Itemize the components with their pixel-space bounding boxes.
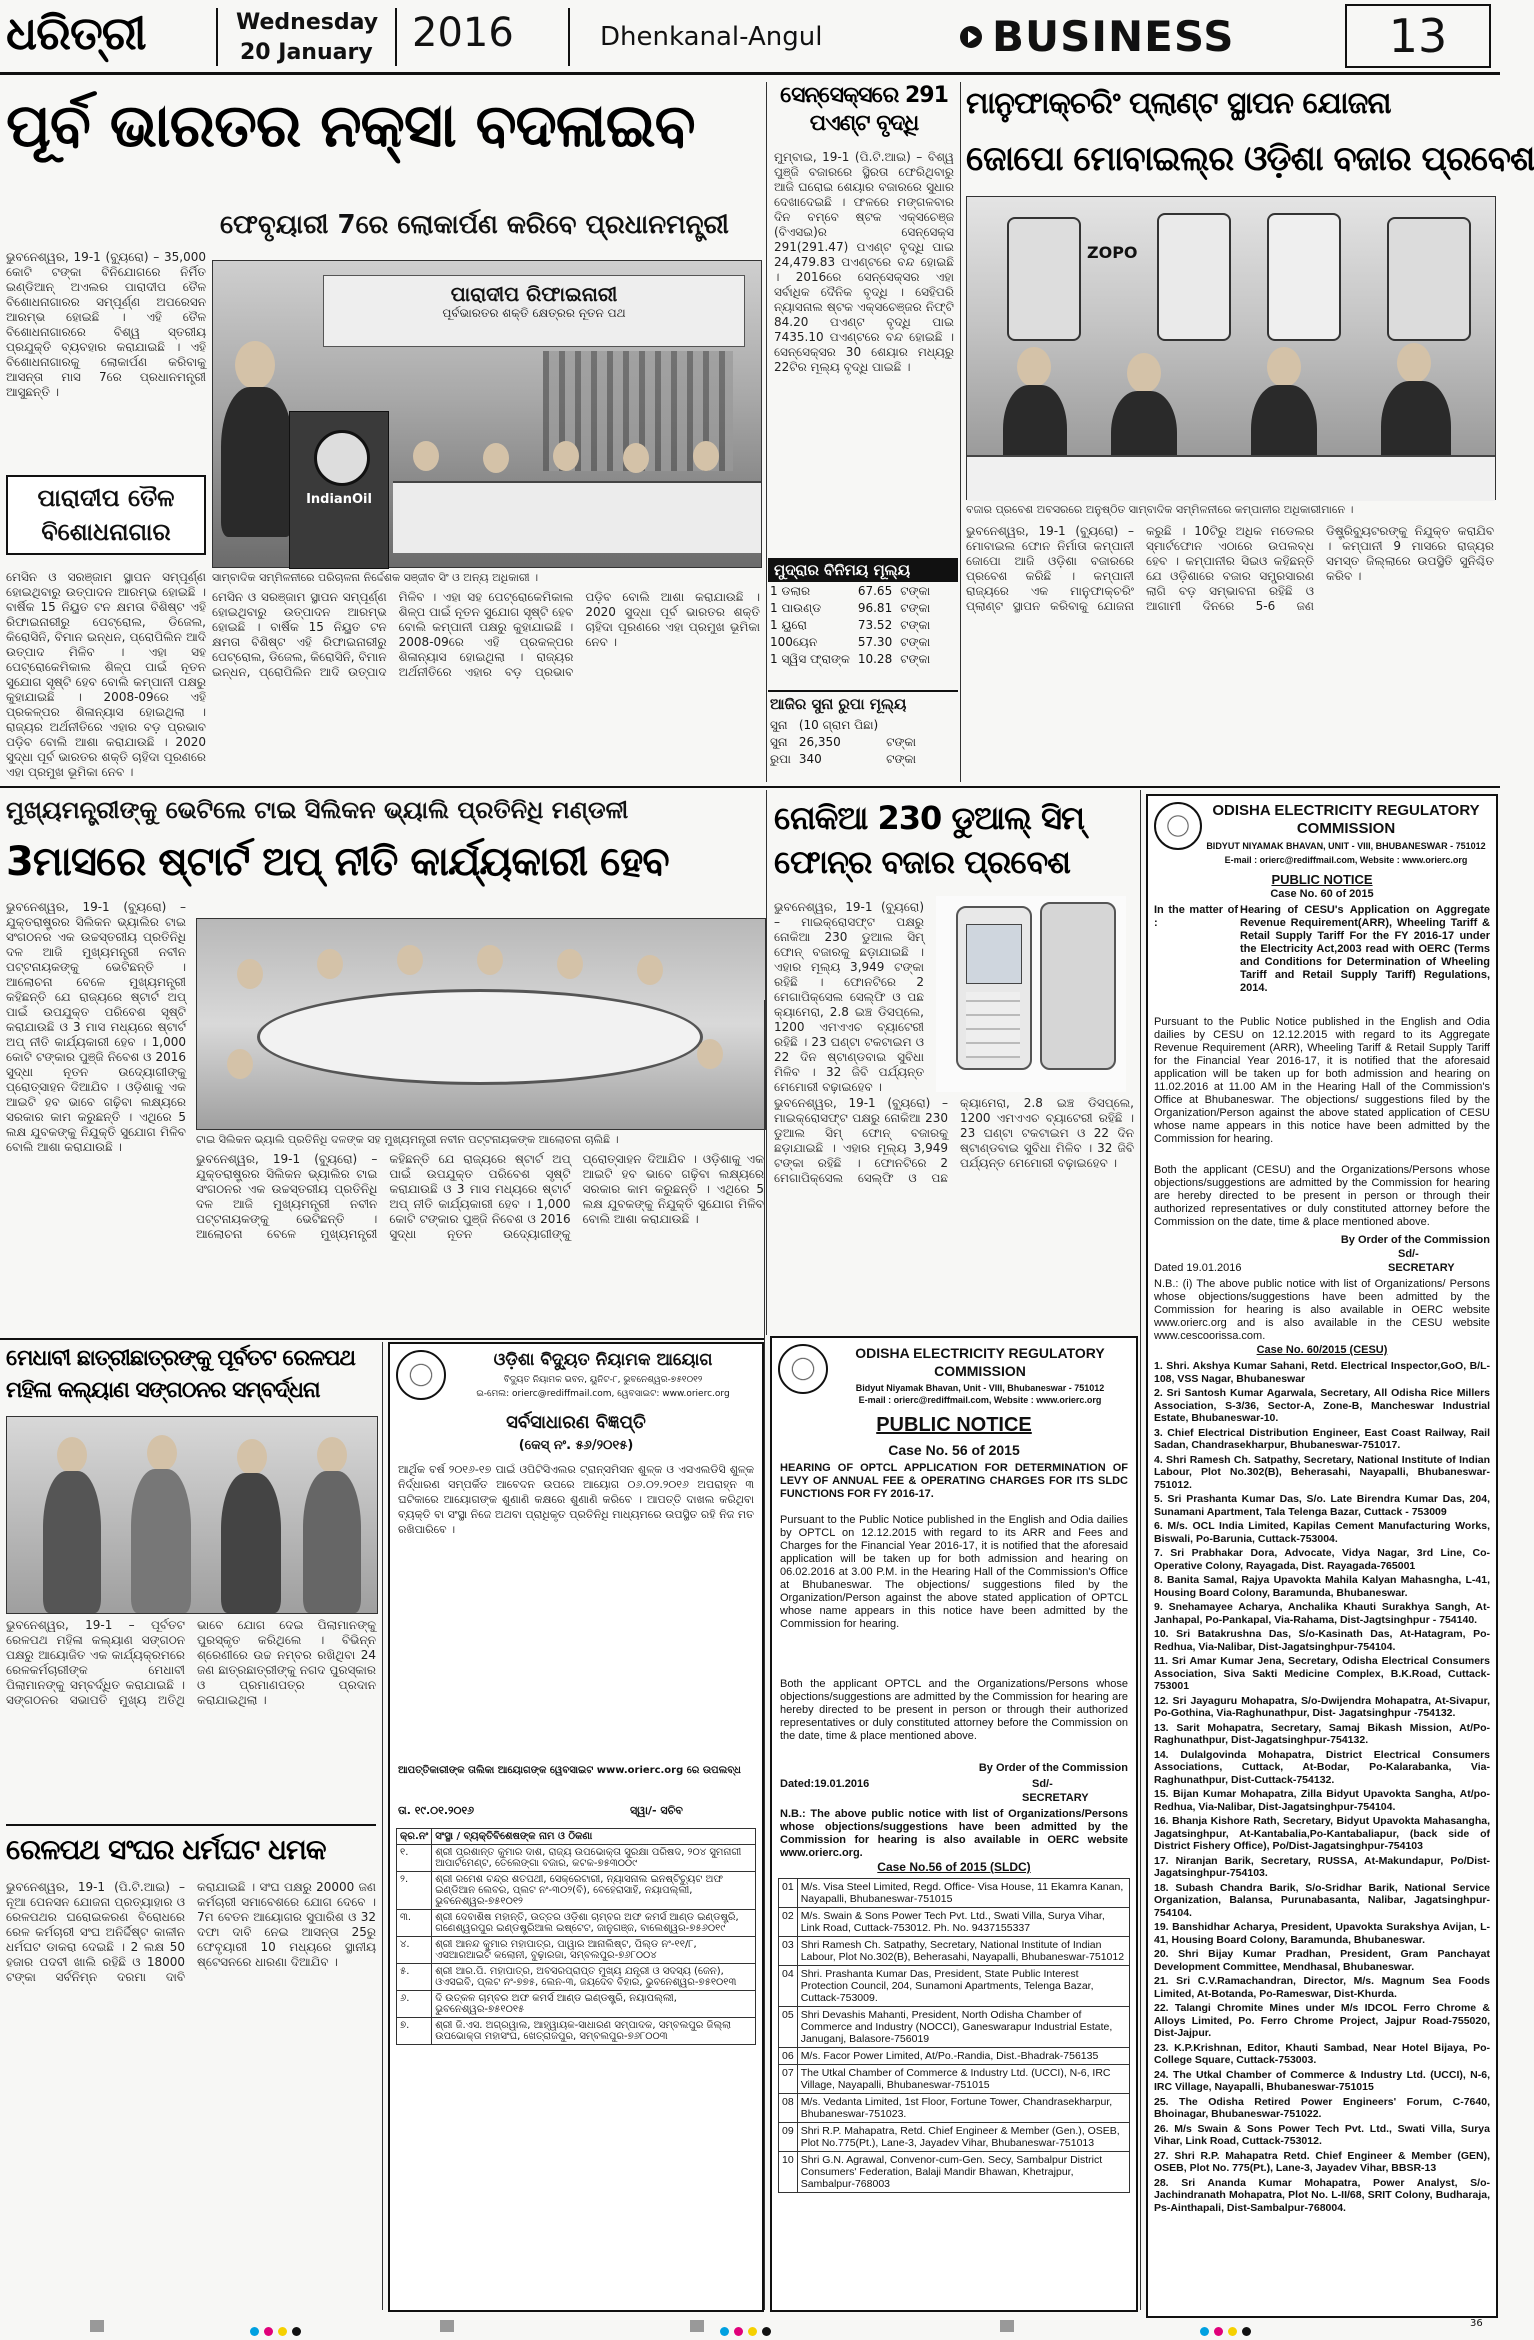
- delegate-head-6: [637, 955, 663, 985]
- story1-body: ମେସିନ ଓ ସରଞ୍ଜାମ ସ୍ଥାପନ ସମ୍ପୂର୍ଣ୍ଣ ହୋଇଥିବାରୁ ଉତ୍ପାଦନ ଆରମ୍ଭ ହୋଇଛି । ବାର୍ଷିକ 15 ନିୟୁତ ଟନ କ୍ଷମତା ବିଶିଷ୍ଟ ଏହି ରିଫାଇନାରୀରୁ ପେଟ୍ରୋଲ, ଡିଜେଲ, କିରୋସିନି, ବିମାନ ଇନ୍ଧନ, ପ୍ରୋପିଲିନ ଆଦି ଉତ୍ପାଦ ମିଳିବ । ଏହା ସହ ପେଟ୍ରୋକେମିକାଲ ଶିଳ୍ପ ପାଇଁ ନୂତନ ସୁଯୋଗ ସୃଷ୍ଟି ହେବ ବୋଲି କମ୍ପାନୀ ପକ୍ଷରୁ କୁହାଯାଇଛି । 2008-09ରେ ଏହି ପ୍ରକଳ୍ପର ଶିଳାନ୍ୟାସ ହୋଇଥିଲା । ରାଜ୍ୟର ଅର୍ଥନୀତିରେ ଏହାର ବଡ଼ ପ୍ରଭାବ ପଡ଼ିବ ବୋଲି ଆଶା କରାଯାଉଛି । 2020 ସୁଦ୍ଧା ପୂର୍ବ ଭାରତର ଶକ୍ତି ଚାହିଦା ପୂରଣରେ ଏହା ପ୍ରମୁଖ ଭୂମିକା ନେବ ।: [212, 590, 760, 679]
- reg-dot-m3: [1214, 2327, 1223, 2336]
- gold-row-cell: ସୁନା: [770, 735, 788, 749]
- oerc-mid-logo-icon: [778, 1344, 828, 1394]
- masthead-rule: [0, 72, 1500, 75]
- story1-headline: ପୂର୍ବ ଭାରତର ନକ୍ସା ବଦଳାଇବ: [6, 91, 695, 161]
- story4-body: ଭୁବନେଶ୍ୱର, 19-1 (ବ୍ୟୁରୋ) – ଯୁକ୍ତରାଷ୍ଟ୍ରର ସିଲିକନ ଭ୍ୟାଲିର ଟାଇ ସଂଗଠନର ଏକ ଉଚ୍ଚସ୍ତରୀୟ ପ୍ରତିନିଧି ଦଳ ଆଜି ମୁଖ୍ୟମନ୍ତ୍ରୀ ନବୀନ ପଟ୍ଟନାୟକଙ୍କୁ ଭେଟିଛନ୍ତି । ଆଲୋଚନା ବେଳେ ମୁଖ୍ୟମନ୍ତ୍ରୀ କହିଛନ୍ତି ଯେ ରାଜ୍ୟରେ ଷ୍ଟାର୍ଟ ଅପ୍ ପାଇଁ ଉପଯୁକ୍ତ ପରିବେଶ ସୃଷ୍ଟି କରାଯାଉଛି ଓ 3 ମାସ ମଧ୍ୟରେ ଷ୍ଟାର୍ଟ ଅପ୍ ନୀତି କାର୍ଯ୍ୟକାରୀ ହେବ । 1,000 କୋଟି ଟଙ୍କାର ପୁଞ୍ଜି ନିବେଶ ଓ 2016 ସୁଦ୍ଧା ନୂତନ ଉଦ୍ୟୋଗୀଙ୍କୁ ପ୍ରୋତ୍ସାହନ ଦିଆଯିବ । ଓଡ଼ିଶାକୁ ଏକ ଆଇଟି ହବ ଭାବେ ଗଢ଼ିବା ଲକ୍ଷ୍ୟରେ ସରକାର କାମ କରୁଛନ୍ତି । ଏଥିରେ 5 ଲକ୍ଷ ଯୁବକଙ୍କୁ ନିଯୁକ୍ତି ସୁଯୋଗ ମିଳିବ ବୋଲି ଆଶା କରାଯାଉଛି ।: [196, 1152, 764, 1241]
- reg-dot-k2: [762, 2327, 771, 2336]
- masthead-edition: Dhenkanal-Angul: [600, 22, 823, 52]
- currency-row-cell: ଟଙ୍କା: [900, 652, 931, 666]
- table-row-cell: ଶ୍ରୀ ଦେବାଶିଷ ମହାନ୍ତି, ଉତ୍ତର ଓଡ଼ିଶା ଚାମ୍ବର ଅଫ କମର୍ସ ଆଣ୍ଡ ଇଣ୍ଡଷ୍ଟ୍ରି, ଗଣେଶ୍ୱରପୁର ଇଣ୍ଡଷ୍ଟ୍ରିଆଲ ଇଷ୍ଟେଟ, ଜାନୁଗଞ୍ଜ, ବାଲେଶ୍ୱର-୭୫୬୦୧୯: [432, 1910, 756, 1937]
- notice-mid-address: Bidyut Niyamak Bhavan, Unit - VIII, Bhubaneswar - 751012: [855, 1383, 1105, 1393]
- reg-dot-y2: [748, 2327, 757, 2336]
- registration-dots-3: [1200, 2321, 1251, 2340]
- table-row-cell: 07: [779, 2065, 798, 2094]
- currency-row-cell: 10.28: [857, 652, 893, 666]
- presenter-head-4: [1397, 343, 1431, 383]
- currency-table: [768, 582, 938, 669]
- masthead-divider-2: [395, 8, 397, 66]
- gold-row: [770, 735, 922, 750]
- podium: [289, 411, 389, 569]
- currency-row-cell: 57.30: [857, 635, 893, 649]
- table-row-cell: 09: [779, 2123, 798, 2152]
- table-row-cell: ୨.: [397, 1872, 432, 1910]
- list-item: 13. Sarit Mohapatra, Secretary, Samaj Bikash Mission, At/Po-Raghunathpur, Dist-Jagatsinghpur-754132.: [1154, 1721, 1490, 1746]
- notice-right-para1: Pursuant to the Public Notice published in the English and Odia dailies by CESU on 12.12.2015 with regard to its Aggregate Revenue Requirement (ARR), Wheeling Tariff & Retail Supply Tariff for the Financial Year 2016-17, it is notified that the aforesaid application will be taken up for both admission and hearing on 11.02.2016 at 11.00 AM in the Hearing Hall of the Commission's Office at Bhubaneswar. The objections/ suggestions filed by the Organization/Person against the above stated application of CESU whose name appears in this notice have been admitted by the Commission for hearing.: [1154, 1016, 1490, 1145]
- honoree-2: [131, 1469, 191, 1613]
- currency-row-cell: 1 ସ୍ୱିସ ଫ୍ରାଙ୍କ: [770, 652, 850, 666]
- notice-right-address: BIDYUT NIYAMAK BHAVAN, UNIT - VIII, BHUBANESWAR - 751012: [1206, 841, 1486, 851]
- registration-bar-4: [1000, 2320, 1014, 2332]
- list-item: 7. Sri Prabhakar Dora, Advocate, Vidya Nagar, 3rd Line, Co-Operative Colony, Rayagada, Dist. Rayagada-765001: [1154, 1547, 1490, 1572]
- zopo-banner-phone-2: [1157, 213, 1231, 341]
- story7-body: ଭୁବନେଶ୍ୱର, 19-1 (ପି.ଟି.ଆଇ) – ନୂଆ ପେନସନ ଯୋଜନା ପ୍ରତ୍ୟାହାର ଓ ରେଳପଥର ଘରୋଇକରଣ ବିରୋଧରେ ରେଳ କର୍ମଚାରୀ ସଂଘ ଅନିର୍ଦ୍ଦିଷ୍ଟ କାଳୀନ ଧର୍ମଘଟ ଡାକରା ଦେଇଛି । 2 ଲକ୍ଷ 50 ହଜାର ପଦବୀ ଖାଲି ରହିଛି ଓ 18000 ଟଙ୍କା ସର୍ବନିମ୍ନ ଦରମା ଦାବି କରାଯାଇଛି । ସଂଘ ପକ୍ଷରୁ 20000 ଜଣ କର୍ମଚାରୀ ସମାବେଶରେ ଯୋଗ ଦେବେ । 7ମ ବେତନ ଆୟୋଗର ସୁପାରିଶ ଓ 32 ଦଫା ଦାବି ନେଇ ଆସନ୍ତା 25ରୁ ଫେବୃୟାରୀ 10 ମଧ୍ୟରେ ସ୍ଥାନୀୟ ଷ୍ଟେସନରେ ଧାରଣା ଦିଆଯିବ ।: [6, 1880, 376, 1984]
- presenter-head-2: [1127, 353, 1161, 393]
- notice-mid-nb: N.B.: The above public notice with list of Organizations/Persons whose objections/suggestions have been admitted by the Commission for hearing is also available in OERC website www.orierc.org.: [780, 1808, 1128, 1859]
- table-row: [397, 1991, 756, 2018]
- speaker-head: [235, 341, 275, 389]
- notice-mid-order: By Order of the Commission: [978, 1762, 1128, 1774]
- notice-right-list-title: Case No. 60/2015 (CESU): [1256, 1344, 1388, 1356]
- reg-dot-k1: [292, 2327, 301, 2336]
- notice-odia-org: ଓଡ଼ିଶା ବିଦ୍ୟୁତ ନିୟାମକ ଆୟୋଗ: [493, 1350, 713, 1370]
- table-row-cell: ଦି ଉତ୍କଳ ଚାମ୍ବର ଅଫ କମର୍ସ ଆଣ୍ଡ ଇଣ୍ଡଷ୍ଟ୍ରି, ନୟାପଲ୍ଲୀ, ଭୁବନେଶ୍ୱର-୭୫୧୦୧୫: [432, 1991, 756, 2018]
- nokia-phone-keypad: [966, 992, 1020, 1058]
- presenter-head-1: [1017, 347, 1051, 387]
- reg-dot-y3: [1228, 2327, 1237, 2336]
- currency-row-cell: ଟଙ୍କା: [900, 601, 931, 615]
- story1-boxed-label: ପାରାଦୀପ ତୈଳ ବିଶୋଧନାଗାର: [6, 475, 206, 555]
- table-row-cell: M/s. Visa Steel Limited, Regd. Office- Visa House, 11 Ekamra Kanan, Nayapalli, Bhubaneswar-751015: [797, 1879, 1129, 1908]
- masthead-year: 2016: [412, 10, 514, 56]
- story5-body-text: ଭୁବନେଶ୍ୱର, 19-1 (ବ୍ୟୁରୋ) – ମାଇକ୍ରୋସଫ୍ଟ ପକ୍ଷରୁ ନୋକିଆ 230 ଡୁଆଲ ସିମ୍ ଫୋନ୍ ବଜାରକୁ ଛଡ଼ାଯାଇଛି । ଏହାର ମୂଲ୍ୟ 3,949 ଟଙ୍କା ରହିଛି । ଫୋନଟିରେ 2 ମେଗାପିକ୍ସେଲ ସେଲ୍‌ଫି ଓ ପଛ କ୍ୟାମେରା, 2.8 ଇଞ୍ଚ ଡିସପ୍ଲେ, 1200 ଏମଏଏଚ ବ୍ୟାଟେରୀ ରହିଛି । 23 ଘଣ୍ଟା ଟକଟାଇମ ଓ 22 ଦିନ ଷ୍ଟାଣ୍ଡବାଇ ସୁବିଧା ମିଳିବ । 32 ଜିବି ପର୍ଯ୍ୟନ୍ତ ମେମୋରୀ ବଢ଼ାଇହେବ ।: [774, 900, 924, 1094]
- story1-subhead: ଫେବୃୟାରୀ 7ରେ ଲୋକାର୍ପଣ କରିବେ ପ୍ରଧାନମନ୍ତ୍ରୀ: [220, 210, 729, 240]
- masthead: [0, 0, 1500, 72]
- table-row: [397, 1845, 756, 1872]
- col-rule-1: [766, 82, 767, 782]
- masthead-logo: ଧରିତ୍ରୀ: [6, 6, 146, 60]
- notice-right-order: By Order of the Commission: [1340, 1234, 1490, 1246]
- story1-banner-sub: ପୂର୍ବଭାରତର ଶକ୍ତି କ୍ଷେତ୍ରର ନୂତନ ପଥ: [442, 306, 626, 320]
- list-item: 1. Shri. Akshya Kumar Sahani, Retd. Electrical Inspector,GoO, B/L-108, VSS Nagar, Bhubaneswar: [1154, 1360, 1490, 1385]
- story3-headline-top: ମାନୁଫାକ୍ଚରିଂ ପ୍ଲାଣ୍ଟ ସ୍ଥାପନ ଯୋଜନା: [966, 86, 1391, 121]
- notice-mid: [770, 1336, 1138, 2312]
- notice-mid-case: Case No. 56 of 2015: [888, 1442, 1020, 1458]
- table-row-cell: 01: [779, 1879, 798, 1908]
- reg-dot-m2: [734, 2327, 743, 2336]
- reg-dot-y1: [278, 2327, 287, 2336]
- masthead-divider: [216, 8, 218, 66]
- table-row: [779, 1908, 1130, 1937]
- currency-box: [768, 558, 958, 666]
- presentation-table: [967, 455, 1495, 501]
- notice-right-org: ODISHA ELECTRICITY REGULATORY COMMISSION: [1212, 802, 1480, 837]
- currency-row: [770, 584, 936, 599]
- list-item: 3. Chief Electrical Distribution Engineer, East Coast Railway, Rail Sadan, Chandrasekharpur, Bhubaneswar-751017.: [1154, 1426, 1490, 1451]
- gold-row-cell: 340: [798, 752, 822, 766]
- story5-body: ଭୁବନେଶ୍ୱର, 19-1 (ବ୍ୟୁରୋ) – ମାଇକ୍ରୋସଫ୍ଟ ପକ୍ଷରୁ ନୋକିଆ 230 ଡୁଆଲ ସିମ୍ ଫୋନ୍ ବଜାରକୁ ଛଡ଼ାଯାଇଛି । ଏହାର ମୂଲ୍ୟ 3,949 ଟଙ୍କା ରହିଛି । ଫୋନଟିରେ 2 ମେଗାପିକ୍ସେଲ ସେଲ୍‌ଫି ଓ ପଛ କ୍ୟାମେରା, 2.8 ଇଞ୍ଚ ଡିସପ୍ଲେ, 1200 ଏମଏଏଚ ବ୍ୟାଟେରୀ ରହିଛି । 23 ଘଣ୍ଟା ଟକଟାଇମ ଓ 22 ଦିନ ଷ୍ଟାଣ୍ଡବାଇ ସୁବିଧା ମିଳିବ । 32 ଜିବି ପର୍ଯ୍ୟନ୍ତ ମେମୋରୀ ବଢ଼ାଇହେବ ।: [774, 1096, 1134, 1185]
- list-item: 14. Dulalgovinda Mohapatra, District Electrical Consumers Associations, Cuttack, At-Bodar, Po-Kalarabanka, Via-Raghunathpur, Dist-Cuttack-754132.: [1154, 1748, 1490, 1786]
- notice-odia-case: (କେସ୍ ନଂ. ୫୬/୨୦୧୫): [518, 1438, 634, 1453]
- table-row-cell: Shri. Prashanta Kumar Das, President, State Public Interest Protection Council, 204, Sunamoni Apartments, Telenga Bazar, Cuttack-753009.: [797, 1966, 1129, 2007]
- honoree-head-2: [147, 1435, 177, 1471]
- table-row-cell: M/s. Facor Power Limited, At/Po.-Randia, Dist.-Bhadrak-756135: [797, 2048, 1129, 2065]
- notice-odia-web: ଇ-ମେଲ: orierc@rediffmail.com, ୱେବସାଇଟ: www.orierc.org: [476, 1389, 730, 1399]
- list-item: 4. Shri Ramesh Ch. Satpathy, Secretary, National Institute of Indian Labour, Plot No.302(B), Beherasahi, Nayapalli, Bhubaneswar-751012.: [1154, 1453, 1490, 1491]
- story6-photo: [6, 1416, 378, 1614]
- notice-odia-title: ସର୍ବସାଧାରଣ ବିଜ୍ଞପ୍ତି: [506, 1412, 646, 1433]
- gold-row-cell: ଟଙ୍କା: [886, 735, 916, 749]
- notice-right: [1146, 794, 1498, 2318]
- gold-title: ଆଜିର ସୁନା ରୁପା ମୂଲ୍ୟ: [770, 695, 907, 713]
- table-header-row: [397, 1829, 756, 1845]
- reg-dot-k3: [1242, 2327, 1251, 2336]
- notice-mid-para2: Both the applicant OPTCL and the Organizations/Persons whose objections/suggestions are admitted by the Commission for hearing are hereby directed to be present in person or through their authorized representatives or duly constituted attorney before the Commission on the date, time & place mentioned above.: [780, 1678, 1128, 1742]
- list-item: 16. Bhanja Kishore Rath, Secretary, Bidyut Upavokta Mahasangha, Jagatsinghpur, At-Kantabalia,Po-Kantabaliapur, (back side of District Fishery Office), Po/Dist-Jagatsinghpur-754103: [1154, 1815, 1490, 1852]
- table-row-cell: ୩.: [397, 1910, 432, 1937]
- list-item: 20. Shri Bijay Kumar Pradhan, President, Gram Panchayat Development Committee, Mendhasal, Bhubaneswar.: [1154, 1948, 1490, 1973]
- story3-caption: ବଜାର ପ୍ରବେଶ ଅବସରରେ ଅନୁଷ୍ଠିତ ସାମ୍ବାଦିକ ସମ୍ମିଳନୀରେ କମ୍ପାନୀର ଅଧିକାରୀମାନେ ।: [966, 503, 1354, 516]
- notice-right-sd: Sd/-: [1398, 1248, 1419, 1260]
- list-item: 17. Niranjan Barik, Secretary, RUSSA, At-Makundapur, Po/Dist-Jagatsinghpur-754103.: [1154, 1854, 1490, 1879]
- table-row-cell: 06: [779, 2048, 798, 2065]
- story4-caption: ଟାଇ ସିଲିକନ ଭ୍ୟାଲି ପ୍ରତିନିଧି ଦଳଙ୍କ ସହ ମୁଖ୍ୟମନ୍ତ୍ରୀ ନବୀନ ପଟ୍ଟନାୟକଙ୍କ ଆଲୋଚନା ଚାଲିଛି ।: [196, 1133, 619, 1146]
- notice-mid-secretary: SECRETARY: [1022, 1792, 1089, 1804]
- nokia-phone-image: [936, 896, 1126, 1092]
- list-item: 19. Banshidhar Acharya, President, Upavokta Surakshya Avijan, L-41, Housing Board Colony, Baramunda, Bhubaneswar.: [1154, 1921, 1490, 1946]
- notice-odia-address: ବିଦ୍ୟୁତ ନିୟାମକ ଭବନ, ୟୁନିଟ-୮, ଭୁବନେଶ୍ୱର-୭୫୧୦୧୨: [503, 1375, 703, 1385]
- nokia-phone-front: [956, 906, 1032, 1070]
- delegate-head-2: [317, 949, 343, 979]
- table-row-cell: ୪.: [397, 1937, 432, 1964]
- story4-photo: [196, 918, 766, 1130]
- story5-body-left: [774, 900, 924, 1094]
- story7-headline: ରେଳପଥ ସଂଘର ଧର୍ମଘଟ ଧମକ: [6, 1833, 326, 1866]
- currency-row-cell: ଟଙ୍କା: [900, 584, 931, 598]
- list-item: 10. Sri Batakrushna Das, S/o-Kasinath Das, At-Hatagram, Po-Redhua, Via-Nalibar, Dist-Jagatsinghpur-754104.: [1154, 1628, 1490, 1653]
- list-item: 27. Shri R.P. Mahapatra Retd. Chief Engineer & Member (GEN), OSEB, Plot No. 775(Pt.), Lane-3, Jayadev Vihar, BBSR-13: [1154, 2149, 1490, 2174]
- table-row: [779, 2123, 1130, 2152]
- table-row-cell: 03: [779, 1937, 798, 1966]
- panelist-head-2: [483, 443, 509, 473]
- notice-mid-list-title: Case No.56 of 2015 (SLDC): [877, 1860, 1031, 1874]
- story4-headline: 3ମାସରେ ଷ୍ଟାର୍ଟ ଅପ୍ ନୀତି କାର୍ଯ୍ୟକାରୀ ହେବ: [6, 839, 669, 885]
- currency-row-cell: 1 ୟୁରୋ: [770, 618, 807, 632]
- currency-row: [770, 652, 936, 667]
- list-item: 9. Snehamayee Acharya, Anchalika Khauti Surakhya Sangh, At-Janhapal, Po-Pankapal, Via-Rahama, Dist-Jagtsinghpur - 754140.: [1154, 1601, 1490, 1626]
- table-row-cell: M/s. Vedanta Limited, 1st Floor, Fortune Tower, Chandrasekharpur, Bhubaneswar-751023.: [797, 2094, 1129, 2123]
- story4-body-text: ଭୁବନେଶ୍ୱର, 19-1 (ବ୍ୟୁରୋ) – ଯୁକ୍ତରାଷ୍ଟ୍ରର ସିଲିକନ ଭ୍ୟାଲିର ଟାଇ ସଂଗଠନର ଏକ ଉଚ୍ଚସ୍ତରୀୟ ପ୍ରତିନିଧି ଦଳ ଆଜି ମୁଖ୍ୟମନ୍ତ୍ରୀ ନବୀନ ପଟ୍ଟନାୟକଙ୍କୁ ଭେଟିଛନ୍ତି । ଆଲୋଚନା ବେଳେ ମୁଖ୍ୟମନ୍ତ୍ରୀ କହିଛନ୍ତି ଯେ ରାଜ୍ୟରେ ଷ୍ଟାର୍ଟ ଅପ୍ ପାଇଁ ଉପଯୁକ୍ତ ପରିବେଶ ସୃଷ୍ଟି କରାଯାଉଛି ଓ 3 ମାସ ମଧ୍ୟରେ ଷ୍ଟାର୍ଟ ଅପ୍ ନୀତି କାର୍ଯ୍ୟକାରୀ ହେବ । 1,000 କୋଟି ଟଙ୍କାର ପୁଞ୍ଜି ନିବେଶ ଓ 2016 ସୁଦ୍ଧା ନୂତନ ଉଦ୍ୟୋଗୀଙ୍କୁ ପ୍ରୋତ୍ସାହନ ଦିଆଯିବ । ଓଡ଼ିଶାକୁ ଏକ ଆଇଟି ହବ ଭାବେ ଗଢ଼ିବା ଲକ୍ଷ୍ୟରେ ସରକାର କାମ କରୁଛନ୍ତି । ଏଥିରେ 5 ଲକ୍ଷ ଯୁବକଙ୍କୁ ନିଯୁକ୍ତି ସୁଯୋଗ ମିଳିବ ବୋଲି ଆଶା କରାଯାଉଛି ।: [6, 900, 186, 1154]
- table-row: [397, 1964, 756, 1991]
- notice-right-web: E-mail : orierc@rediffmail.com, Website : www.orierc.org: [1224, 855, 1468, 865]
- story5-headline: ନୋକିଆ 230 ଡୁଆଲ୍ ସିମ୍ ଫୋନ୍‌ର ବଜାର ପ୍ରବେଶ: [774, 799, 1084, 881]
- indianoil-logo-icon: [314, 430, 370, 486]
- footer-strip: [0, 2318, 1500, 2335]
- registration-dots-2: [720, 2321, 771, 2340]
- panelist-head-3: [553, 441, 579, 471]
- honoree-head-3: [237, 1439, 267, 1475]
- oerc-odia-logo-icon: [396, 1350, 446, 1400]
- zopo-brand: ZOPO: [1087, 243, 1138, 262]
- story1-photo: [212, 260, 762, 568]
- list-item: 21. Sri C.V.Ramachandran, Director, M/s. Magnum Sea Foods Limited, At-Botanda, Po-Rameswar, Dist-Khurda.: [1154, 1975, 1490, 2000]
- col-rule-2: [960, 82, 961, 782]
- registration-bar-3: [690, 2320, 704, 2332]
- table-row-cell: M/s. Swain & Sons Power Tech Pvt. Ltd., Swati Villa, Surya Vihar, Link Road, Cuttack-753012. Ph. No. 9437155337: [797, 1908, 1129, 1937]
- notice-mid-sd: Sd/-: [1032, 1778, 1053, 1790]
- table-row-cell: ୫.: [397, 1964, 432, 1991]
- table-row: [397, 1937, 756, 1964]
- gold-row-cell: ସୁନା: [770, 718, 788, 732]
- podium-text: IndianOil: [306, 492, 372, 507]
- currency-row-cell: ଟଙ୍କା: [900, 618, 931, 632]
- honoree-head-1: [57, 1437, 87, 1473]
- story1-banner-text: ପାରାଦୀପ ରିଫାଇନାରୀ: [450, 282, 618, 306]
- notice-right-para2: Both the applicant (CESU) and the Organizations/Persons whose objections/suggestions are admitted by the Commission for hearing are hereby directed to be present in person or through their authorized representatives or duly constituted attorney before the Commission on the date, time & place mentioned above.: [1154, 1164, 1490, 1228]
- notice-odia-table: [396, 1828, 756, 2045]
- registration-bar-2: [440, 2320, 454, 2332]
- notice-odia-footer: ଆପତ୍ତିକାରୀଙ୍କ ତାଲିକା ଆୟୋଗଙ୍କ ୱେବସାଇଟ www.orierc.org ରେ ଉପଲବ୍ଧ: [398, 1765, 741, 1776]
- list-item: 18. Subash Chandra Barik, S/o-Sridhar Barik, National Service Organization, Balansa, Purunabasanta, Nalibar, Jagatsinghpur-754104.: [1154, 1881, 1490, 1919]
- list-item: 5. Sri Prashanta Kumar Das, S/o. Late Birendra Kumar Das, 204, Sunamani Apartment, Tala Telenga Bazar, Cuttack - 753009: [1154, 1493, 1490, 1518]
- table-row-cell: 02: [779, 1908, 798, 1937]
- notice-right-nb: N.B.: (i) The above public notice with list of Organizations/ Persons whose objections/suggestions have been admitted by the Commission for hearing is also available in OERC website www.orierc.org and is also available in the CESU website www.cescoorissa.com.: [1154, 1278, 1490, 1342]
- presenter-head-3: [1267, 347, 1301, 387]
- gold-row: [770, 752, 922, 767]
- gold-table: [768, 716, 924, 769]
- section-rule-1: [0, 786, 1500, 788]
- notice-mid-table: [778, 1878, 1130, 2193]
- currency-row-cell: 1 ଡଲାର: [770, 584, 811, 598]
- col-rule-3: [766, 790, 767, 1335]
- table-row-cell: The Utkal Chamber of Commerce & Industry Ltd. (UCCI), N-6, IRC Village, Nayapalli, Bhubaneswar-751015: [797, 2065, 1129, 2094]
- oerc-logo-icon: [1154, 802, 1202, 850]
- gold-row-cell: ଟଙ୍କା: [886, 752, 916, 766]
- table-row-cell: Shri G.N. Agrawal, Convenor-cum-Gen. Secy, Sambalpur District Consumers' Federation, Balaji Mandir Bhawan, Khetrajpur, Sambalpur-768003: [797, 2152, 1129, 2193]
- notice-mid-web: E-mail : orierc@rediffmail.com, Website : www.orierc.org: [858, 1395, 1102, 1405]
- story1-banner: [323, 275, 745, 347]
- table-header-cell: ସଂସ୍ଥା / ବ୍ୟକ୍ତିବିଶେଷଙ୍କ ନାମ ଓ ଠିକଣା: [432, 1829, 756, 1845]
- gold-box: [768, 690, 958, 782]
- table-row-cell: ୬.: [397, 1991, 432, 2018]
- honoree-1: [43, 1471, 101, 1613]
- story3-photo: [966, 196, 1496, 500]
- currency-title: ମୁଦ୍ରାର ବିନିମୟ ମୂଲ୍ୟ: [768, 558, 958, 582]
- delegate-head-1: [237, 959, 263, 989]
- list-item: 11. Sri Amar Kumar Jena, Secretary, Odisha Electrical Consumers Association, Siva Sakti Medicine Complex, B.K.Road, Cuttack-753001: [1154, 1655, 1490, 1692]
- story1-caption: ସାମ୍ବାଦିକ ସମ୍ମିଳନୀରେ ପରିଚାଳନା ନିର୍ଦ୍ଦେଶକ ସଞ୍ଜୀବ ସିଂ ଓ ଅନ୍ୟ ଅଧିକାରୀ ।: [212, 571, 539, 584]
- list-item: 26. M/s Swain & Sons Power Tech Pvt. Ltd., Swati Villa, Surya Vihar, Link Road, Cuttack-753012.: [1154, 2122, 1490, 2147]
- notice-mid-table-wrap: [778, 1878, 1130, 2193]
- table-row-cell: 04: [779, 1966, 798, 2007]
- table-row-cell: ଶ୍ରୀ ପ୍ରଶାନ୍ତ କୁମାର ଦାଶ, ରାଜ୍ୟ ଉପଭୋକ୍ତା ସୁରକ୍ଷା ପରିଷଦ, ୨୦୪ ସୁମନାଗୀ ଆପାର୍ଟମେଣ୍ଟ, ତେଲେଙ୍ଗା ବଜାର, କଟକ-୭୫୩୦୦୯: [432, 1845, 756, 1872]
- list-item: 15. Bijan Kumar Mohapatra, Zilla Bidyut Upavokta Sangha, At/po-Redhua, Via-Nalibar, Dist-Jagatsinghpur-754104.: [1154, 1788, 1490, 1813]
- table-row: [779, 2152, 1130, 2193]
- story2-body: ମୁମ୍ବାଇ, 19-1 (ପି.ଟି.ଆଇ) – ବିଶ୍ୱ ପୁଞ୍ଜି ବଜାରରେ ସ୍ଥିରତା ଫେରିଥିବାରୁ ଆଜି ଘରୋଇ ଶେୟାର ବଜାରରେ ସୁଧାର ଦେଖାଦେଇଛି । ଫଳରେ ମଙ୍ଗଳବାର ଦିନ ବମ୍ବେ ଷ୍ଟକ ଏକ୍ସଚେଞ୍ଜ (ବିଏସଇ)ର ସେନ୍‌ସେକ୍ସ 291(291.47) ପଏଣ୍ଟ ବୃଦ୍ଧି ପାଇ 24,479.83 ପଏଣ୍ଟରେ ବନ୍ଦ ହୋଇଛି । 2016ରେ ସେନ୍‌ସେକ୍ସର ଏହା ସର୍ବାଧିକ ଦୈନିକ ବୃଦ୍ଧି । ସେହିପରି ନ୍ୟାସନାଲ ଷ୍ଟକ ଏକ୍ସଚେଞ୍ଜର ନିଫ୍ଟି 84.20 ପଏଣ୍ଟ ବୃଦ୍ଧି ପାଇ 7435.10 ପଏଣ୍ଟରେ ବନ୍ଦ ହୋଇଛି । ସେନ୍‌ସେକ୍ସର 30 ଶେୟାର ମଧ୍ୟରୁ 22ଟିର ମୂଲ୍ୟ ବୃଦ୍ଧି ପାଇଛି ।: [774, 150, 954, 374]
- gold-row-cell: 26,350: [798, 735, 841, 749]
- list-item: 28. Sri Ananda Kumar Mohapatra, Power Analyst, S/o-Jachindranath Mohapatra, Plot No. L-II/68, SRIT Colony, Budharaja, Ps-Ainthapali, Dist-Sambalpur-768004.: [1154, 2176, 1490, 2214]
- list-item: 23. K.P.Krishnan, Editor, Khauti Sambad, Near Hotel Bijaya, Po-College Square, Cuttack-753003.: [1154, 2041, 1490, 2066]
- table-row-cell: 08: [779, 2094, 798, 2123]
- notice-right-list: [1154, 1360, 1490, 2216]
- list-item: 24. The Utkal Chamber of Commerce & Industry Ltd. (UCCI), N-6, IRC Village, Nayapalli, Bhubaneswar-751015: [1154, 2068, 1490, 2093]
- footer-page-code: 36: [1470, 2318, 1483, 2329]
- table-row: [397, 1872, 756, 1910]
- section-rule-2: [0, 1338, 764, 1340]
- honoree-4: [303, 1471, 361, 1613]
- currency-row: [770, 635, 936, 650]
- panelist-head-5: [693, 441, 719, 471]
- notice-right-dated: Dated 19.01.2016: [1154, 1262, 1242, 1274]
- zopo-banner-phone-3: [1267, 213, 1341, 341]
- table-row-cell: ଶ୍ରୀ ଜି.ଏସ. ଅଗ୍ରୱାଲ, ଆହ୍ୱାୟକ-ସାଧାରଣ ସମ୍ପାଦକ, ସମ୍ବଲପୁର ଜିଲ୍ଲା ଉପଭୋକ୍ତା ମହାସଂଘ, ଖେତ୍ରାଜପୁର, ସମ୍ବଲପୁର-୭୬୮୦୦୩: [432, 2018, 756, 2045]
- page-number: 13: [1345, 4, 1491, 68]
- notice-right-secretary: SECRETARY: [1388, 1262, 1455, 1274]
- delegate-head-7: [697, 1039, 723, 1069]
- table-row: [779, 2048, 1130, 2065]
- table-row: [779, 1966, 1130, 2007]
- currency-row-cell: 100ୟେନ: [770, 635, 818, 649]
- reg-dot-c3: [1200, 2327, 1209, 2336]
- notice-mid-para1: Pursuant to the Public Notice published in the English and Odia dailies by OPTCL on 12.12.2015 with regard to its ARR and Fees and Charges for the Financial Year 2016-17, it is notified that the aforesaid application will be taken up for both admission and hearing on 06.02.2016 at 3.00 P.M. in the Hearing Hall of the Commission's Office at Bhubaneswar. The objections/ suggestions filed by the Organization/Person against the above stated application of OPTCL whose name appears in this notice have been admitted by the Commission for hearing.: [780, 1514, 1128, 1630]
- notice-right-case: Case No. 60 of 2015: [1270, 888, 1374, 900]
- table-row: [779, 2007, 1130, 2048]
- gold-row-cell: ରୁପା: [770, 752, 791, 766]
- reg-dot-c1: [250, 2327, 259, 2336]
- story4-headline-top: ମୁଖ୍ୟମନ୍ତ୍ରୀଙ୍କୁ ଭେଟିଲେ ଟାଇ ସିଲିକନ ଭ୍ୟାଲି ପ୍ରତିନିଧି ମଣ୍ଡଳୀ: [6, 796, 629, 824]
- gold-row: [770, 718, 922, 733]
- panelist-head-4: [623, 443, 649, 473]
- gold-row-cell: (10 ଗ୍ରାମ ପିଛା): [798, 718, 879, 732]
- table-row: [397, 1910, 756, 1937]
- table-row: [397, 2018, 756, 2045]
- registration-bar-1: [90, 2320, 104, 2332]
- table-row-cell: ୧.: [397, 1845, 432, 1872]
- table-row: [779, 1879, 1130, 1908]
- masthead-date: 20 January: [240, 40, 373, 65]
- table-row-cell: 05: [779, 2007, 798, 2048]
- table-row: [779, 2065, 1130, 2094]
- panelist-head-1: [413, 441, 439, 471]
- table-row-cell: ଶ୍ରୀ ରମେଶ ଚନ୍ଦ୍ର ଶତପଥୀ, ସେକ୍ରେଟାରୀ, ନ୍ୟାସନାଲ ଇନଷ୍ଟିଚ୍ୟୁଟ ଅଫ ଇଣ୍ଡିଆନ ଲେବର, ପ୍ଲଟ ନଂ-୩୦୨(ବି), ବେହେରାସାହି, ନୟାପଲ୍ଲୀ, ଭୁବନେଶ୍ୱର-୭୫୧୦୧୨: [432, 1872, 756, 1910]
- table-row: [779, 2094, 1130, 2123]
- table-row-cell: Shri Ramesh Ch. Satpathy, Secretary, National Institute of Indian Labour, Plot No.302(B), Beherasahi, Nayapalli, Bhubaneswar-751012: [797, 1937, 1129, 1966]
- story6-body: ଭୁବନେଶ୍ୱର, 19-1 – ପୂର୍ବତଟ ରେଳପଥ ମହିଳା କଲ୍ୟାଣ ସଙ୍ଗଠନ ପକ୍ଷରୁ ଆୟୋଜିତ ଏକ କାର୍ଯ୍ୟକ୍ରମରେ ରେଳକର୍ମଚାରୀଙ୍କ ମେଧାବୀ ପିଲାମାନଙ୍କୁ ସମ୍ବର୍ଦ୍ଧିତ କରାଯାଇଛି । ସଙ୍ଗଠନର ସଭାପତି ମୁଖ୍ୟ ଅତିଥି ଭାବେ ଯୋଗ ଦେଇ ପିଲାମାନଙ୍କୁ ପୁରସ୍କୃତ କରିଥିଲେ । ବିଭିନ୍ନ ଶ୍ରେଣୀରେ ଉଚ୍ଚ ନମ୍ବର ରଖିଥିବା 24 ଜଣ ଛାତ୍ରଛାତ୍ରୀଙ୍କୁ ନଗଦ ପୁରସ୍କାର ଓ ପ୍ରମାଣପତ୍ର ପ୍ରଦାନ କରାଯାଇଥିଲା ।: [6, 1618, 376, 1707]
- head-table: [393, 481, 761, 553]
- list-item: 2. Sri Santosh Kumar Agarwala, Secretary, All Odisha Rice Millers Association, S-3/36, Sector-A, Zone-B, Mancheswar Industrial Estate, Bhubaneswar-10.: [1154, 1387, 1490, 1424]
- section-rule-3: [6, 1824, 376, 1826]
- notice-odia-dated: ତା. ୧୯.୦୧.୨୦୧୬: [398, 1804, 475, 1817]
- table-header-cell: କ୍ର.ନଂ: [397, 1829, 432, 1845]
- honoree-head-4: [317, 1437, 347, 1473]
- zopo-banner-phone-4: [1387, 217, 1471, 341]
- table-row-cell: ୭.: [397, 2018, 432, 2045]
- notice-odia: [388, 1342, 764, 2312]
- reg-dot-c2: [720, 2327, 729, 2336]
- story3-headline: ଜୋପୋ ମୋବାଇଲ୍‌ର ଓଡ଼ିଶା ବଜାର ପ୍ରବେଶ: [966, 139, 1534, 179]
- nokia-phone-screen: [966, 924, 1022, 984]
- masthead-divider-3: [568, 8, 570, 66]
- notice-odia-body: ଆର୍ଥିକ ବର୍ଷ ୨୦୧୬-୧୭ ପାଇଁ ଓପିଟିସିଏଲର ଟ୍ରାନ୍ସମିସନ ଶୁଳ୍କ ଓ ଏସଏଲଡିସି ଶୁଳ୍କ ନିର୍ଦ୍ଧାରଣ ସମ୍ପର୍କିତ ଆବେଦନ ଉପରେ ଆୟୋଗ ୦୬.୦୨.୨୦୧୬ ଅପରାହ୍ନ ୩ ଘଟିକାରେ ଆୟୋଗଙ୍କ ଶୁଣାଣି କକ୍ଷରେ ଶୁଣାଣି କରିବେ । ଆପତ୍ତି ଦାଖଲ କରିଥିବା ବ୍ୟକ୍ତି ବା ସଂସ୍ଥା ନିଜେ ଅଥବା ପ୍ରାଧିକୃତ ପ୍ରତିନିଧି ମାଧ୍ୟମରେ ଉପସ୍ଥିତ ରହି ନିଜ ମତ ରଖିପାରିବେ ।: [398, 1463, 754, 1536]
- zopo-banner-phone-1: [1007, 217, 1081, 341]
- reg-dot-m1: [264, 2327, 273, 2336]
- honoree-3: [221, 1473, 281, 1613]
- story1-lead-tail: [6, 570, 206, 780]
- story6-headline-top: ମେଧାବୀ ଛାତ୍ରୀଛାତ୍ରଙ୍କୁ ପୂର୍ବତଟ ରେଳପଥ: [6, 1346, 355, 1371]
- registration-dots-1: [250, 2321, 301, 2340]
- notice-mid-org: ODISHA ELECTRICITY REGULATORY COMMISSION: [855, 1345, 1105, 1379]
- speaker-figure: [221, 387, 293, 537]
- notice-right-title: PUBLIC NOTICE: [1271, 872, 1373, 887]
- table-row-cell: ଶ୍ରୀ ଆର.ପି. ମହାପାତ୍ର, ଅବସରପ୍ରାପ୍ତ ମୁଖ୍ୟ ଯନ୍ତ୍ରୀ ଓ ସଦସ୍ୟ (ଜେନ), ଓଏସଇବି, ପ୍ଲଟ ନଂ-୭୭୫, ଲେନ-୩, ଜୟଦେବ ବିହାର, ଭୁବନେଶ୍ୱର-୭୫୧୦୧୩: [432, 1964, 756, 1991]
- story6-headline: ମହିଳା କଲ୍ୟାଣ ସଙ୍ଗଠନର ସମ୍ବର୍ଦ୍ଧନା: [6, 1378, 320, 1403]
- currency-row-cell: 67.65: [857, 584, 893, 598]
- gold-row-cell: [886, 718, 922, 733]
- table-row: [779, 1937, 1130, 1966]
- table-row-cell: 10: [779, 2152, 798, 2193]
- notice-mid-subject: HEARING OF OPTCL APPLICATION FOR DETERMINATION OF LEVY OF ANNUAL FEE & OPERATING CHARGES FOR ITS SLDC FUNCTIONS FOR FY 2016-17.: [780, 1462, 1128, 1500]
- col-rule-6: [764, 1000, 765, 2310]
- list-item: 6. M/s. OCL India Limited, Kapilas Cement Manufacturing Works, Biswali, Po-Barunia, Cuttack-753004.: [1154, 1520, 1490, 1545]
- currency-row-cell: 96.81: [857, 601, 893, 615]
- section-marker-icon: [960, 26, 982, 48]
- col-rule-5: [382, 1342, 383, 2310]
- delegate-head-5: [557, 949, 583, 979]
- delegate-head-8: [227, 1049, 253, 1079]
- nokia-phone-back: [1040, 902, 1116, 1070]
- meeting-table: [257, 989, 703, 1085]
- currency-row-cell: 73.52: [857, 618, 893, 632]
- list-item: 8. Banita Samal, Rajya Upavokta Mahila Kalyan Mahasngha, L-41, Housing Board Colony, Baramunda, Bhubaneswar.: [1154, 1574, 1490, 1599]
- table-row-cell: Shri Devashis Mahanti, President, North Odisha Chamber of Commerce and Industry (NOCCI), Ganeswarapur Industrial Estate, Januganj, Balasore-756019: [797, 2007, 1129, 2048]
- notice-odia-table-wrap: [396, 1828, 756, 2045]
- col-rule-4: [1140, 790, 1141, 2310]
- story1-body-col1: ମେସିନ ଓ ସରଞ୍ଜାମ ସ୍ଥାପନ ସମ୍ପୂର୍ଣ୍ଣ ହୋଇଥିବାରୁ ଉତ୍ପାଦନ ଆରମ୍ଭ ହୋଇଛି । ବାର୍ଷିକ 15 ନିୟୁତ ଟନ କ୍ଷମତା ବିଶିଷ୍ଟ ଏହି ରିଫାଇନାରୀରୁ ପେଟ୍ରୋଲ, ଡିଜେଲ, କିରୋସିନି, ବିମାନ ଇନ୍ଧନ, ପ୍ରୋପିଲିନ ଆଦି ଉତ୍ପାଦ ମିଳିବ । ଏହା ସହ ପେଟ୍ରୋକେମିକାଲ ଶିଳ୍ପ ପାଇଁ ନୂତନ ସୁଯୋଗ ସୃଷ୍ଟି ହେବ ବୋଲି କମ୍ପାନୀ ପକ୍ଷରୁ କୁହାଯାଇଛି । 2008-09ରେ ଏହି ପ୍ରକଳ୍ପର ଶିଳାନ୍ୟାସ ହୋଇଥିଲା । ରାଜ୍ୟର ଅର୍ଥନୀତିରେ ଏହାର ବଡ଼ ପ୍ରଭାବ ପଡ଼ିବ ବୋଲି ଆଶା କରାଯାଉଛି । 2020 ସୁଦ୍ଧା ପୂର୍ବ ଭାରତର ଶକ୍ତି ଚାହିଦା ପୂରଣରେ ଏହା ପ୍ରମୁଖ ଭୂମିକା ନେବ ।: [6, 570, 206, 779]
- notice-mid-title: PUBLIC NOTICE: [876, 1414, 1032, 1436]
- story2-headline: ସେନ୍‌ସେକ୍ସରେ 291 ପଏଣ୍ଟ ବୃଦ୍ଧି: [780, 83, 948, 136]
- list-item: 25. The Odisha Retired Power Engineers' Forum, C-7640, Bhoinagar, Bhubaneswar-751022.: [1154, 2095, 1490, 2120]
- story3-body: ଭୁବନେଶ୍ୱର, 19-1 (ବ୍ୟୁରୋ) – ମୋବାଇଲ ଫୋନ ନିର୍ମାତା କମ୍ପାନୀ ଜୋପୋ ଆଜି ଓଡ଼ିଶା ବଜାରରେ ପ୍ରବେଶ କରିଛି । କମ୍ପାନୀ ରାଜ୍ୟରେ ଏକ ମାନୁଫାକ୍ଚରିଂ ପ୍ଲାଣ୍ଟ ସ୍ଥାପନ କରିବାକୁ ଯୋଜନା କରୁଛି । 10ଟିରୁ ଅଧିକ ମଡେଲର ସ୍ମାର୍ଟଫୋନ ଏଠାରେ ଉପଲବ୍ଧ ହେବ । କମ୍ପାନୀର ସିଇଓ କହିଛନ୍ତି ଯେ ଓଡ଼ିଶାରେ ବଜାର ସମ୍ପ୍ରସାରଣ ଲାଗି ବଡ଼ ସମ୍ଭାବନା ରହିଛି ଓ ଆଗାମୀ ଦିନରେ 5-6 ଜଣ ଡିଷ୍ଟ୍ରିବ୍ୟୁଟରଙ୍କୁ ନିଯୁକ୍ତ କରାଯିବ । କମ୍ପାନୀ 9 ମାସରେ ରାଜ୍ୟର ସମସ୍ତ ଜିଲ୍ଲାରେ ଉପସ୍ଥିତି ସୁନିଶ୍ଚିତ କରିବ ।: [966, 524, 1494, 613]
- delegate-head-4: [477, 945, 503, 975]
- notice-odia-sign: ସ୍ୱା/- ସଚିବ: [630, 1804, 683, 1817]
- notice-mid-dated: Dated:19.01.2016: [780, 1778, 870, 1790]
- list-item: 22. Talangi Chromite Mines under M/s IDCOL Ferro Chrome & Alloys Limited, Po. Ferro Chrome Project, Jajpur Road-755020, Dist-Jajpur.: [1154, 2002, 1490, 2039]
- delegate-head-3: [397, 945, 423, 975]
- table-row-cell: Shri R.P. Mahapatra, Retd. Chief Engineer & Member (Gen.), OSEB, Plot No.775(Pt.), Lane-3, Jayadev Vihar, Bhubaneswar-751013: [797, 2123, 1129, 2152]
- section-title: BUSINESS: [992, 12, 1235, 61]
- table-row-cell: ଶ୍ରୀ ଆନନ୍ଦ କୁମାର ମହାପାତ୍ର, ପାୱାର ଆନାଲିଷ୍ଟ, ପିଲ୍ଡ ନଂ-୧୧/୮, ଏସଆରଆଇଟି କଲୋନୀ, ବୁଢ଼ାରଜା, ସମ୍ବଲପୁର-୭୬୮୦୦୪: [432, 1937, 756, 1964]
- currency-row: [770, 601, 936, 616]
- notice-right-matter: Hearing of CESU's Application on Aggregate Revenue Requirement(ARR), Wheeling Tariff & Retail Supply Tariff For the FY 2016-17 under the Electricity Act,2003 read with OERC (Terms and Conditions for Determination of Wheeling Tariff and Retail Supply Tariff) Regulations, 2014.: [1240, 904, 1490, 994]
- story1-lead: ଭୁବନେଶ୍ୱର, 19-1 (ବ୍ୟୁରୋ) – 35,000 କୋଟି ଟଙ୍କା ବିନିଯୋଗରେ ନିର୍ମିତ ଇଣ୍ଡିଆନ୍ ଅଏଲର ପାରାଦୀପ ତୈଳ ବିଶୋଧନାଗାରର ସମ୍ପୂର୍ଣ୍ଣ ଅପରେସନ ଆରମ୍ଭ ହୋଇଛି । ଏହି ତୈଳ ବିଶୋଧନାଗାରରେ ବିଶ୍ୱ ସ୍ତରୀୟ ପ୍ରଯୁକ୍ତି ବ୍ୟବହାର କରାଯାଇଛି । ଏହି ବିଶୋଧନାଗାରକୁ ଲୋକାର୍ପଣ କରିବାକୁ ଆସନ୍ତା ମାସ 7ରେ ପ୍ରଧାନମନ୍ତ୍ରୀ ଆସୁଛନ୍ତି ।: [6, 250, 206, 399]
- currency-row: [770, 618, 936, 633]
- notice-right-matter-label: In the matter of :: [1154, 904, 1238, 929]
- currency-row-cell: 1 ପାଉଣ୍ଡ: [770, 601, 822, 615]
- currency-row-cell: ଟଙ୍କା: [900, 635, 931, 649]
- masthead-day: Wednesday: [236, 10, 379, 35]
- list-item: 12. Sri Jayaguru Mohapatra, S/o-Dwijendra Mohapatra, At-Sivapur, Po-Gothina, Via-Raghunathpur, Dist- Jagatsinghpur -754132.: [1154, 1694, 1490, 1719]
